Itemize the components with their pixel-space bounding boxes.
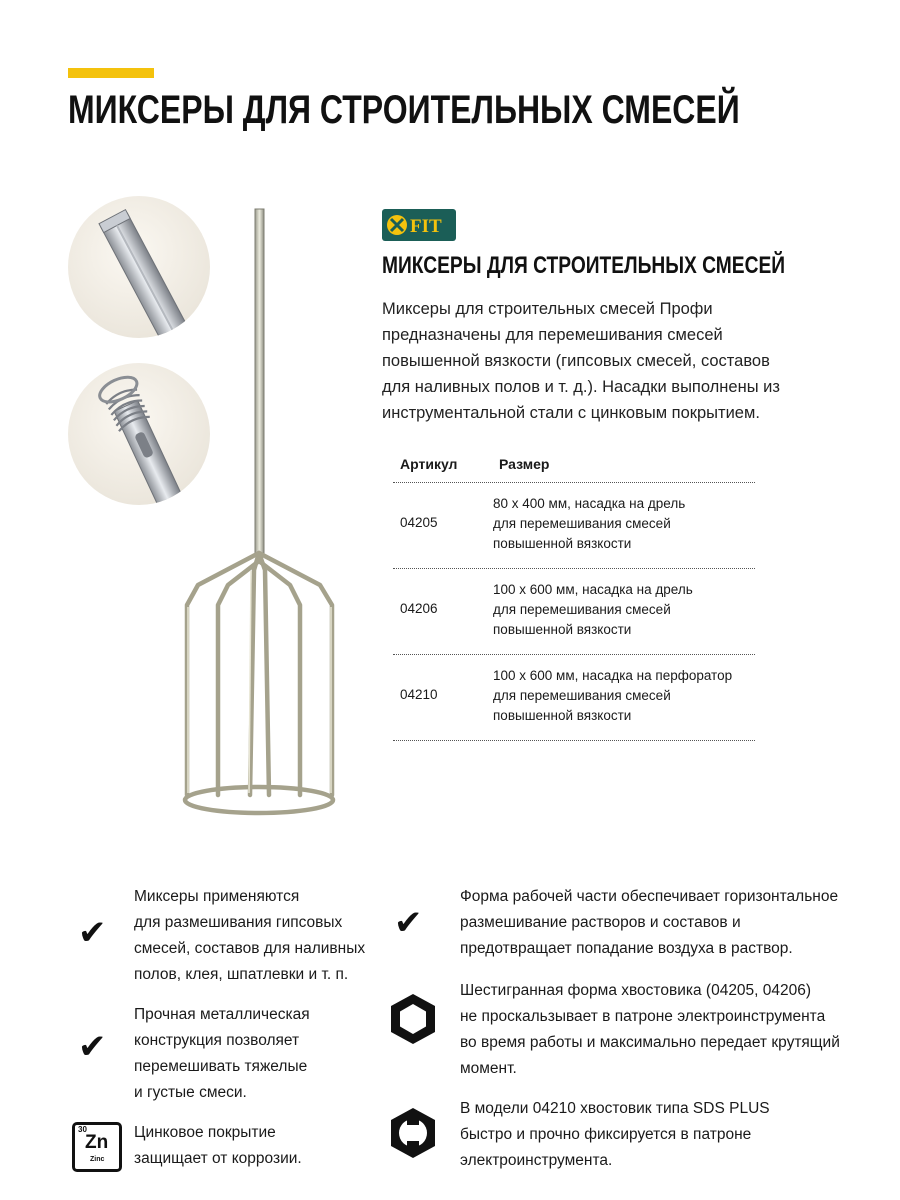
size-line: повышенной вязкости <box>493 622 632 637</box>
feature-line: и густые смеси. <box>134 1084 247 1101</box>
sds-shank-icon <box>388 1106 438 1160</box>
feature-line: перемешивать тяжелые <box>134 1058 308 1075</box>
product-title: МИКСЕРЫ ДЛЯ СТРОИТЕЛЬНЫХ СМЕСЕЙ <box>382 252 786 279</box>
title-accent-bar <box>68 68 154 78</box>
table-row <box>393 569 755 654</box>
size-line: повышенной вязкости <box>493 708 632 723</box>
size-line: для перемешивания смесей <box>493 516 671 531</box>
feature-line: Миксеры применяются <box>134 888 300 905</box>
zinc-name: Zinc <box>90 1156 105 1163</box>
column-header-size: Размер <box>499 456 550 472</box>
size-line: повышенной вязкости <box>493 536 632 551</box>
feature-line: момент. <box>460 1060 517 1077</box>
spec-table-header <box>393 450 755 482</box>
table-divider <box>393 740 755 741</box>
check-icon: ✔ <box>78 1028 107 1066</box>
mixer-product-image <box>170 205 350 820</box>
feature-working-shape <box>394 884 854 968</box>
feature-line: конструкция позволяет <box>134 1032 300 1049</box>
check-icon: ✔ <box>394 904 423 942</box>
spec-table <box>393 450 755 741</box>
feature-line: Прочная металлическая <box>134 1006 310 1023</box>
feature-line: Форма рабочей части обеспечивает горизонтальное <box>460 888 839 905</box>
table-row <box>393 483 755 568</box>
article-number: 04210 <box>400 687 438 702</box>
page-title: МИКСЕРЫ ДЛЯ СТРОИТЕЛЬНЫХ СМЕСЕЙ <box>68 88 740 132</box>
feature-line: предотвращает попадание воздуха в раствор. <box>460 940 793 957</box>
zinc-atomic-number: 30 <box>78 1125 87 1134</box>
feature-application <box>78 884 378 994</box>
feature-line: не проскальзывает в патроне электроинструмента <box>460 1008 826 1025</box>
zinc-symbol: Zn <box>85 1132 109 1153</box>
feature-line: для размешивания гипсовых <box>134 914 343 931</box>
check-icon: ✔ <box>78 914 107 952</box>
fit-logo-text: FIT <box>410 216 442 237</box>
feature-zinc-coating <box>72 1120 372 1180</box>
feature-construction <box>78 1002 378 1112</box>
feature-line: В модели 04210 хвостовик типа SDS PLUS <box>460 1100 770 1117</box>
feature-line: во время работы и максимально передает крутящий <box>460 1034 840 1051</box>
column-header-article: Артикул <box>400 456 458 472</box>
feature-line: электроинструмента. <box>460 1152 613 1169</box>
table-row <box>393 655 755 740</box>
size-line: 100 х 600 мм, насадка на перфоратор <box>493 668 733 683</box>
feature-hex-shank <box>388 978 858 1088</box>
size-line: для перемешивания смесей <box>493 688 671 703</box>
size-line: 100 х 600 мм, насадка на дрель <box>493 582 693 597</box>
feature-line: быстро и прочно фиксируется в патроне <box>460 1126 752 1143</box>
zinc-element-icon <box>72 1122 122 1172</box>
hex-shank-icon <box>388 992 438 1046</box>
feature-line: Шестигранная форма хвостовика (04205, 04206) <box>460 982 812 999</box>
feature-line: Цинковое покрытие <box>134 1124 276 1141</box>
article-number: 04205 <box>400 515 438 530</box>
size-description <box>493 580 755 640</box>
article-number: 04206 <box>400 601 438 616</box>
feature-line: смесей, составов для наливных <box>134 940 366 957</box>
size-line: для перемешивания смесей <box>493 602 671 617</box>
size-description <box>493 494 755 554</box>
feature-sds-shank <box>388 1096 858 1180</box>
feature-line: размешивание растворов и составов и <box>460 914 741 931</box>
size-description <box>493 666 755 726</box>
fit-brand-logo <box>382 209 456 241</box>
size-line: 80 х 400 мм, насадка на дрель <box>493 496 686 511</box>
product-description: Миксеры для строительных смесей Профи предназначены для перемешивания смесей повышенной вязкости (гипсовых смесей, составов для наливных полов и т. д.). Насадки выполнены из инструментальной стали с цинковым покрытием. <box>382 300 780 422</box>
feature-line: защищает от коррозии. <box>134 1150 302 1167</box>
feature-line: полов, клея, шпатлевки и т. п. <box>134 966 349 983</box>
